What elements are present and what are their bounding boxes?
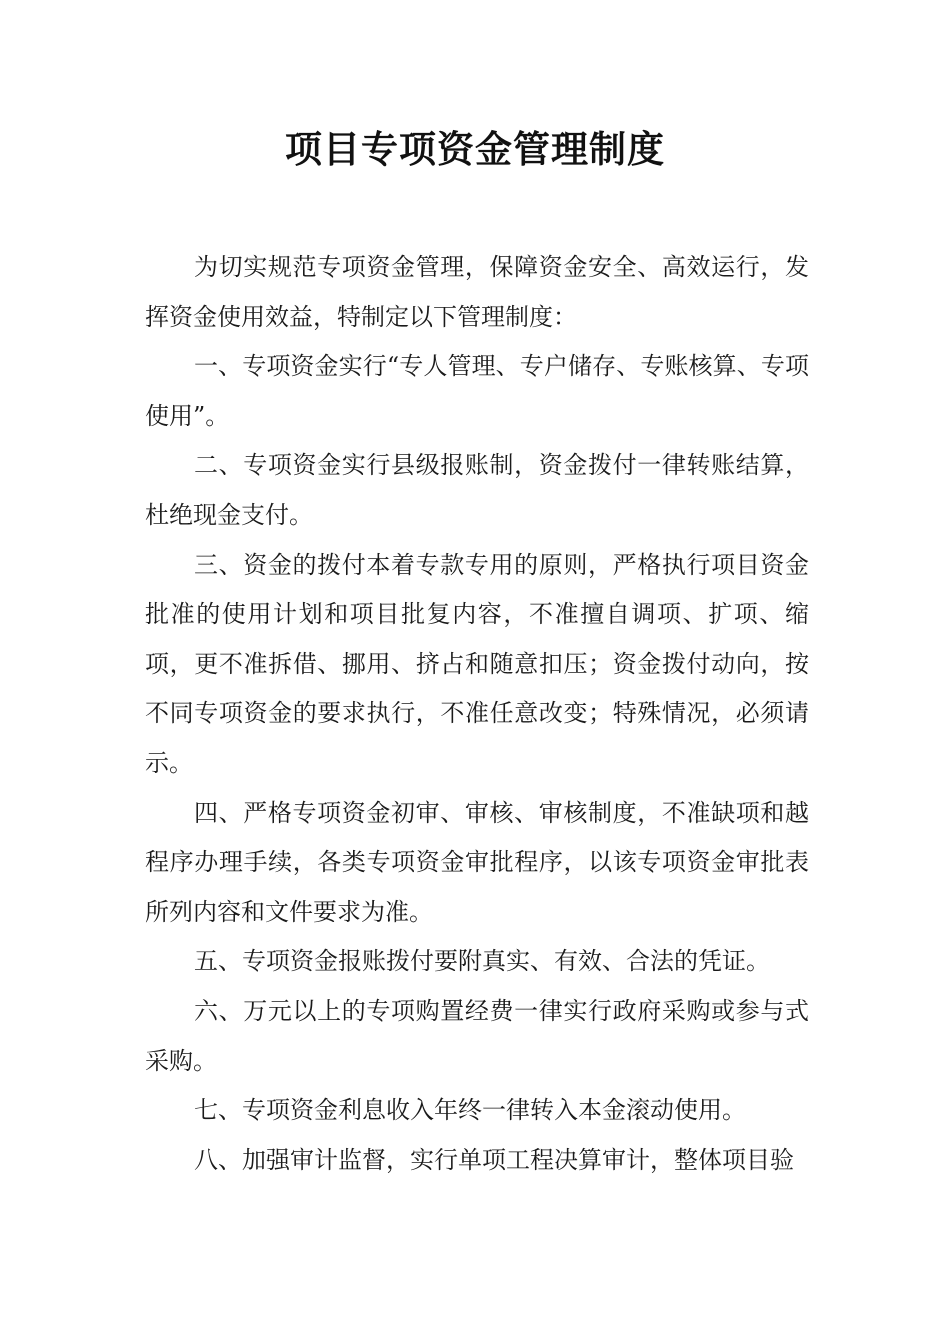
document-body xyxy=(145,243,809,1185)
paragraph-item-1: 一、专项资金实行“专人管理、专户储存、专账核算、专项使用”。 xyxy=(145,352,809,430)
paragraph-item-3: 三、资金的拨付本着专款专用的原则，严格执行项目资金批准的使用计划和项目批复内容，不准擅自调项、扩项、缩项，更不准拆借、挪用、挤占和随意扣压；资金拨付动向，按不同专项资金的要求执行，不准任意改变；特殊情况，必须请示。 xyxy=(145,550,809,777)
document-title: 项目专项资金管理制度 xyxy=(285,128,665,171)
paragraph-item-8: 八、加强审计监督，实行单项工程决算审计，整体项目验 xyxy=(194,1145,794,1174)
paragraph-intro: 为切实规范专项资金管理，保障资金安全、高效运行，发挥资金使用效益，特制定以下管理制度： xyxy=(145,253,809,331)
paragraph-item-7: 七、专项资金利息收入年终一律转入本金滚动使用。 xyxy=(194,1096,746,1125)
paragraph-item-6: 六、万元以上的专项购置经费一律实行政府采购或参与式采购。 xyxy=(145,996,809,1075)
paragraph-item-4: 四、严格专项资金初审、审核、审核制度，不准缺项和越程序办理手续，各类专项资金审批程序，以该专项资金审批表所列内容和文件要求为准。 xyxy=(145,798,809,926)
paragraph-item-5: 五、专项资金报账拨付要附真实、有效、合法的凭证。 xyxy=(194,947,770,976)
paragraph-item-2: 二、专项资金实行县级报账制，资金拨付一律转账结算，杜绝现金支付。 xyxy=(145,451,809,529)
